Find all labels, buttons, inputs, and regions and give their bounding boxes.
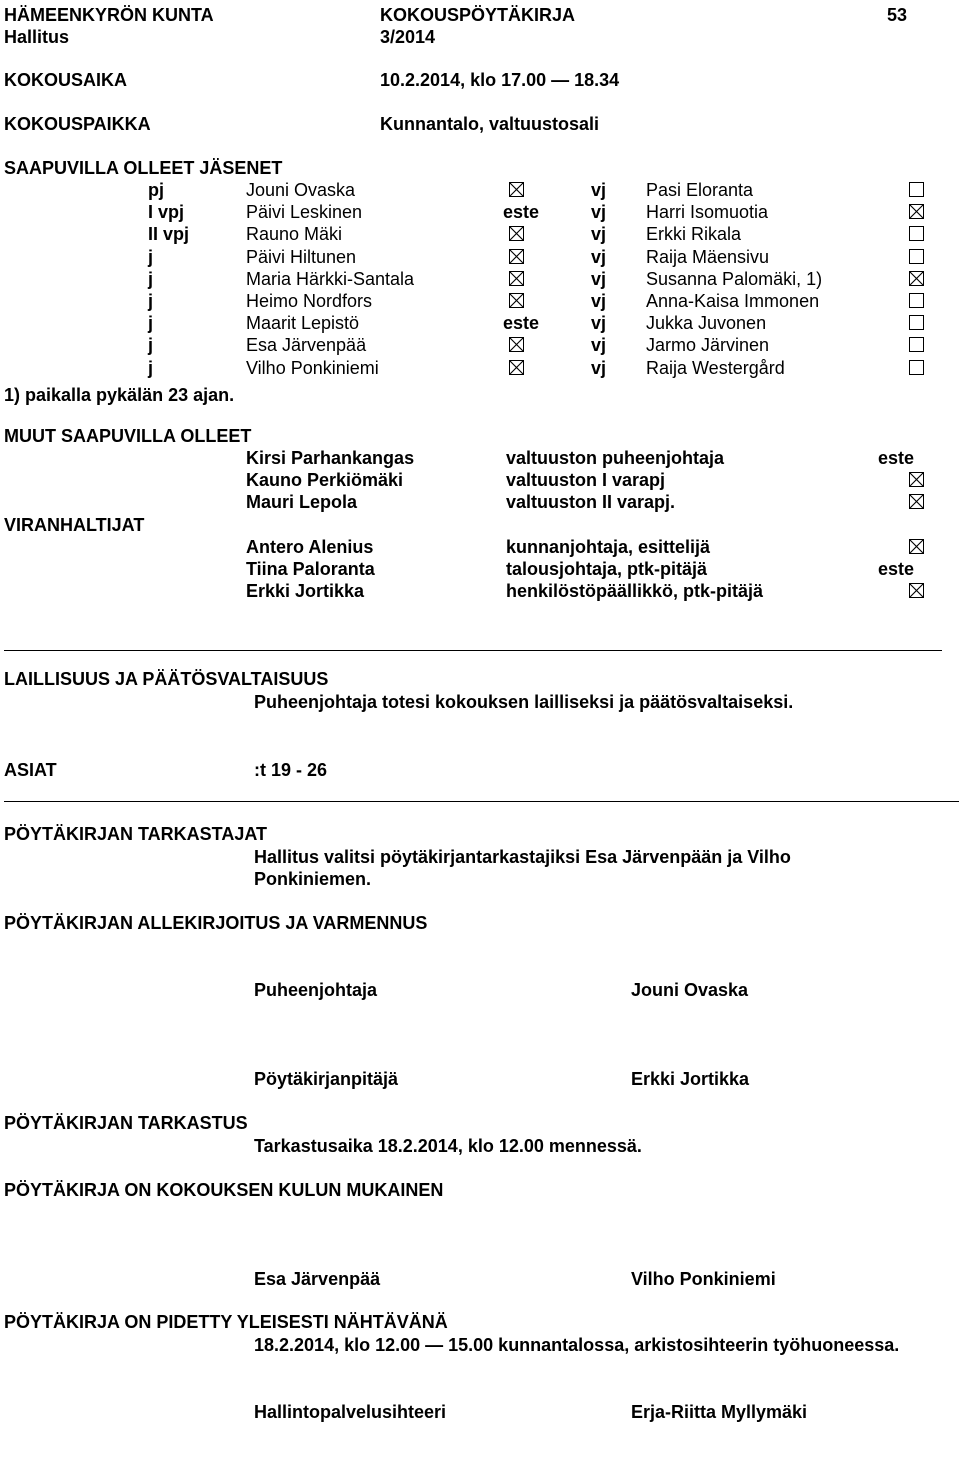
meeting-place-label: KOKOUSPAIKKA bbox=[4, 114, 151, 134]
conformity-signer-2: Vilho Ponkiniemi bbox=[631, 1269, 776, 1289]
checked-box-icon[interactable] bbox=[509, 249, 524, 264]
checked-box-icon[interactable] bbox=[909, 583, 924, 598]
conformity-signer-1: Esa Järvenpää bbox=[254, 1269, 381, 1289]
officials-heading: VIRANHALTIJAT bbox=[4, 515, 145, 535]
document-number: 3/2014 bbox=[380, 27, 436, 47]
attendee-role: valtuuston puheenjohtaja bbox=[506, 448, 725, 468]
meeting-place-value: Kunnantalo, valtuustosali bbox=[380, 114, 600, 134]
matters-value: :t 19 - 26 bbox=[254, 760, 328, 780]
substitute-role: vj bbox=[591, 357, 607, 378]
member-name: Heimo Nordfors bbox=[246, 291, 373, 311]
official-role: henkilöstöpäällikkö, ptk-pitäjä bbox=[506, 581, 764, 602]
official-status-este: este bbox=[878, 559, 915, 580]
checked-box-icon[interactable] bbox=[509, 293, 524, 308]
member-status-este: este bbox=[503, 202, 540, 223]
checked-box-icon[interactable] bbox=[909, 271, 924, 286]
meeting-time-label: KOKOUSAIKA bbox=[4, 70, 128, 90]
public-signer-name: Erja-Riitta Myllymäki bbox=[631, 1402, 808, 1422]
attendee-name: Kauno Perkiömäki bbox=[246, 470, 404, 491]
checked-box-icon[interactable] bbox=[509, 271, 524, 286]
member-name: Jouni Ovaska bbox=[246, 180, 356, 200]
checked-box-icon[interactable] bbox=[909, 539, 924, 554]
reviewers-text-line1: Hallitus valitsi pöytäkirjantarkastajiksi Esa Järvenpään ja Vilho bbox=[254, 847, 791, 867]
member-role: j bbox=[148, 313, 154, 334]
attendee-name: Mauri Lepola bbox=[246, 492, 358, 513]
substitute-role: vj bbox=[591, 313, 607, 334]
official-role: kunnanjohtaja, esittelijä bbox=[506, 537, 711, 557]
substitute-role: vj bbox=[591, 180, 607, 200]
meeting-time-value: 10.2.2014, klo 17.00 — 18.34 bbox=[380, 70, 620, 90]
empty-box-icon[interactable] bbox=[909, 315, 924, 330]
substitute-role: vj bbox=[591, 291, 607, 311]
substitute-name: Jarmo Järvinen bbox=[646, 335, 770, 356]
empty-box-icon[interactable] bbox=[909, 337, 924, 352]
substitute-role: vj bbox=[591, 224, 607, 245]
substitute-name: Jukka Juvonen bbox=[646, 313, 767, 334]
official-name: Erkki Jortikka bbox=[246, 581, 365, 602]
substitute-role: vj bbox=[591, 268, 607, 289]
attendee-name: Kirsi Parhankangas bbox=[246, 448, 415, 468]
conformity-heading: PÖYTÄKIRJA ON KOKOUKSEN KULUN MUKAINEN bbox=[4, 1180, 444, 1200]
member-name: Maarit Lepistö bbox=[246, 313, 360, 334]
legality-heading: LAILLISUUS JA PÄÄTÖSVALTAISUUS bbox=[4, 669, 329, 689]
reviewers-text-line2: Ponkiniemen. bbox=[254, 869, 372, 889]
attendee-role: valtuuston I varapj bbox=[506, 470, 666, 491]
matters-heading: ASIAT bbox=[4, 760, 57, 780]
member-name: Vilho Ponkiniemi bbox=[246, 357, 379, 378]
public-signer-title: Hallintopalvelusihteeri bbox=[254, 1402, 447, 1422]
member-name: Esa Järvenpää bbox=[246, 335, 367, 356]
attendee-role: valtuuston II varapj. bbox=[506, 492, 676, 513]
substitute-name: Susanna Palomäki, 1) bbox=[646, 268, 823, 289]
page-number: 53 bbox=[887, 5, 908, 25]
chair-title: Puheenjohtaja bbox=[254, 980, 378, 1000]
official-role: talousjohtaja, ptk-pitäjä bbox=[506, 559, 708, 580]
member-role: j bbox=[148, 291, 154, 311]
substitute-name: Harri Isomuotia bbox=[646, 202, 769, 223]
member-role: pj bbox=[148, 180, 164, 200]
substitute-role: vj bbox=[591, 335, 607, 356]
official-name: Tiina Paloranta bbox=[246, 559, 375, 580]
legality-text: Puheenjohtaja totesi kokouksen lailliseksi ja päätösvaltaiseksi. bbox=[254, 692, 794, 712]
substitute-name: Anna-Kaisa Immonen bbox=[646, 291, 820, 311]
review-text: Tarkastusaika 18.2.2014, klo 12.00 mennessä. bbox=[254, 1136, 642, 1156]
substitute-name: Pasi Eloranta bbox=[646, 180, 754, 200]
members-footnote: 1) paikalla pykälän 23 ajan. bbox=[4, 385, 235, 405]
document-type: KOKOUSPÖYTÄKIRJA bbox=[380, 5, 576, 25]
body-name: Hallitus bbox=[4, 27, 70, 47]
public-text: 18.2.2014, klo 12.00 — 15.00 kunnantalossa, arkistosihteerin työhuoneessa. bbox=[254, 1335, 900, 1355]
member-name: Rauno Mäki bbox=[246, 224, 343, 245]
member-name: Maria Härkki-Santala bbox=[246, 268, 415, 289]
member-name: Päivi Hiltunen bbox=[246, 246, 357, 267]
substitute-role: vj bbox=[591, 202, 607, 223]
signatures-heading: PÖYTÄKIRJAN ALLEKIRJOITUS JA VARMENNUS bbox=[4, 913, 428, 933]
others-heading: MUUT SAAPUVILLA OLLEET bbox=[4, 426, 252, 446]
substitute-name: Raija Mäensivu bbox=[646, 246, 770, 267]
member-status-este: este bbox=[503, 313, 540, 334]
empty-box-icon[interactable] bbox=[909, 249, 924, 264]
secretary-title: Pöytäkirjanpitäjä bbox=[254, 1069, 399, 1089]
municipality-name: HÄMEENKYRÖN KUNTA bbox=[4, 5, 214, 25]
empty-box-icon[interactable] bbox=[909, 360, 924, 375]
substitute-name: Raija Westergård bbox=[646, 357, 785, 378]
checked-box-icon[interactable] bbox=[909, 204, 924, 219]
chair-name: Jouni Ovaska bbox=[631, 980, 749, 1000]
member-role: II vpj bbox=[148, 224, 190, 245]
member-name: Päivi Leskinen bbox=[246, 202, 363, 223]
attendee-status-este: este bbox=[878, 448, 915, 468]
checked-box-icon[interactable] bbox=[509, 360, 524, 375]
checked-box-icon[interactable] bbox=[509, 226, 524, 241]
member-role: j bbox=[148, 268, 154, 289]
member-role: j bbox=[148, 335, 154, 356]
checked-box-icon[interactable] bbox=[909, 472, 924, 487]
substitute-role: vj bbox=[591, 246, 607, 267]
empty-box-icon[interactable] bbox=[909, 293, 924, 308]
empty-box-icon[interactable] bbox=[909, 182, 924, 197]
section-divider bbox=[4, 801, 959, 802]
review-heading: PÖYTÄKIRJAN TARKASTUS bbox=[4, 1113, 248, 1133]
member-role: I vpj bbox=[148, 202, 185, 223]
member-role: j bbox=[148, 357, 154, 378]
checked-box-icon[interactable] bbox=[909, 494, 924, 509]
substitute-name: Erkki Rikala bbox=[646, 224, 742, 245]
empty-box-icon[interactable] bbox=[909, 226, 924, 241]
official-name: Antero Alenius bbox=[246, 537, 374, 557]
checked-box-icon[interactable] bbox=[509, 337, 524, 352]
checked-box-icon[interactable] bbox=[509, 182, 524, 197]
members-heading: SAAPUVILLA OLLEET JÄSENET bbox=[4, 158, 283, 178]
public-heading: PÖYTÄKIRJA ON PIDETTY YLEISESTI NÄHTÄVÄNÄ bbox=[4, 1312, 448, 1332]
secretary-name: Erkki Jortikka bbox=[631, 1069, 750, 1089]
member-role: j bbox=[148, 246, 154, 267]
reviewers-heading: PÖYTÄKIRJAN TARKASTAJAT bbox=[4, 824, 268, 844]
section-divider bbox=[4, 650, 942, 651]
